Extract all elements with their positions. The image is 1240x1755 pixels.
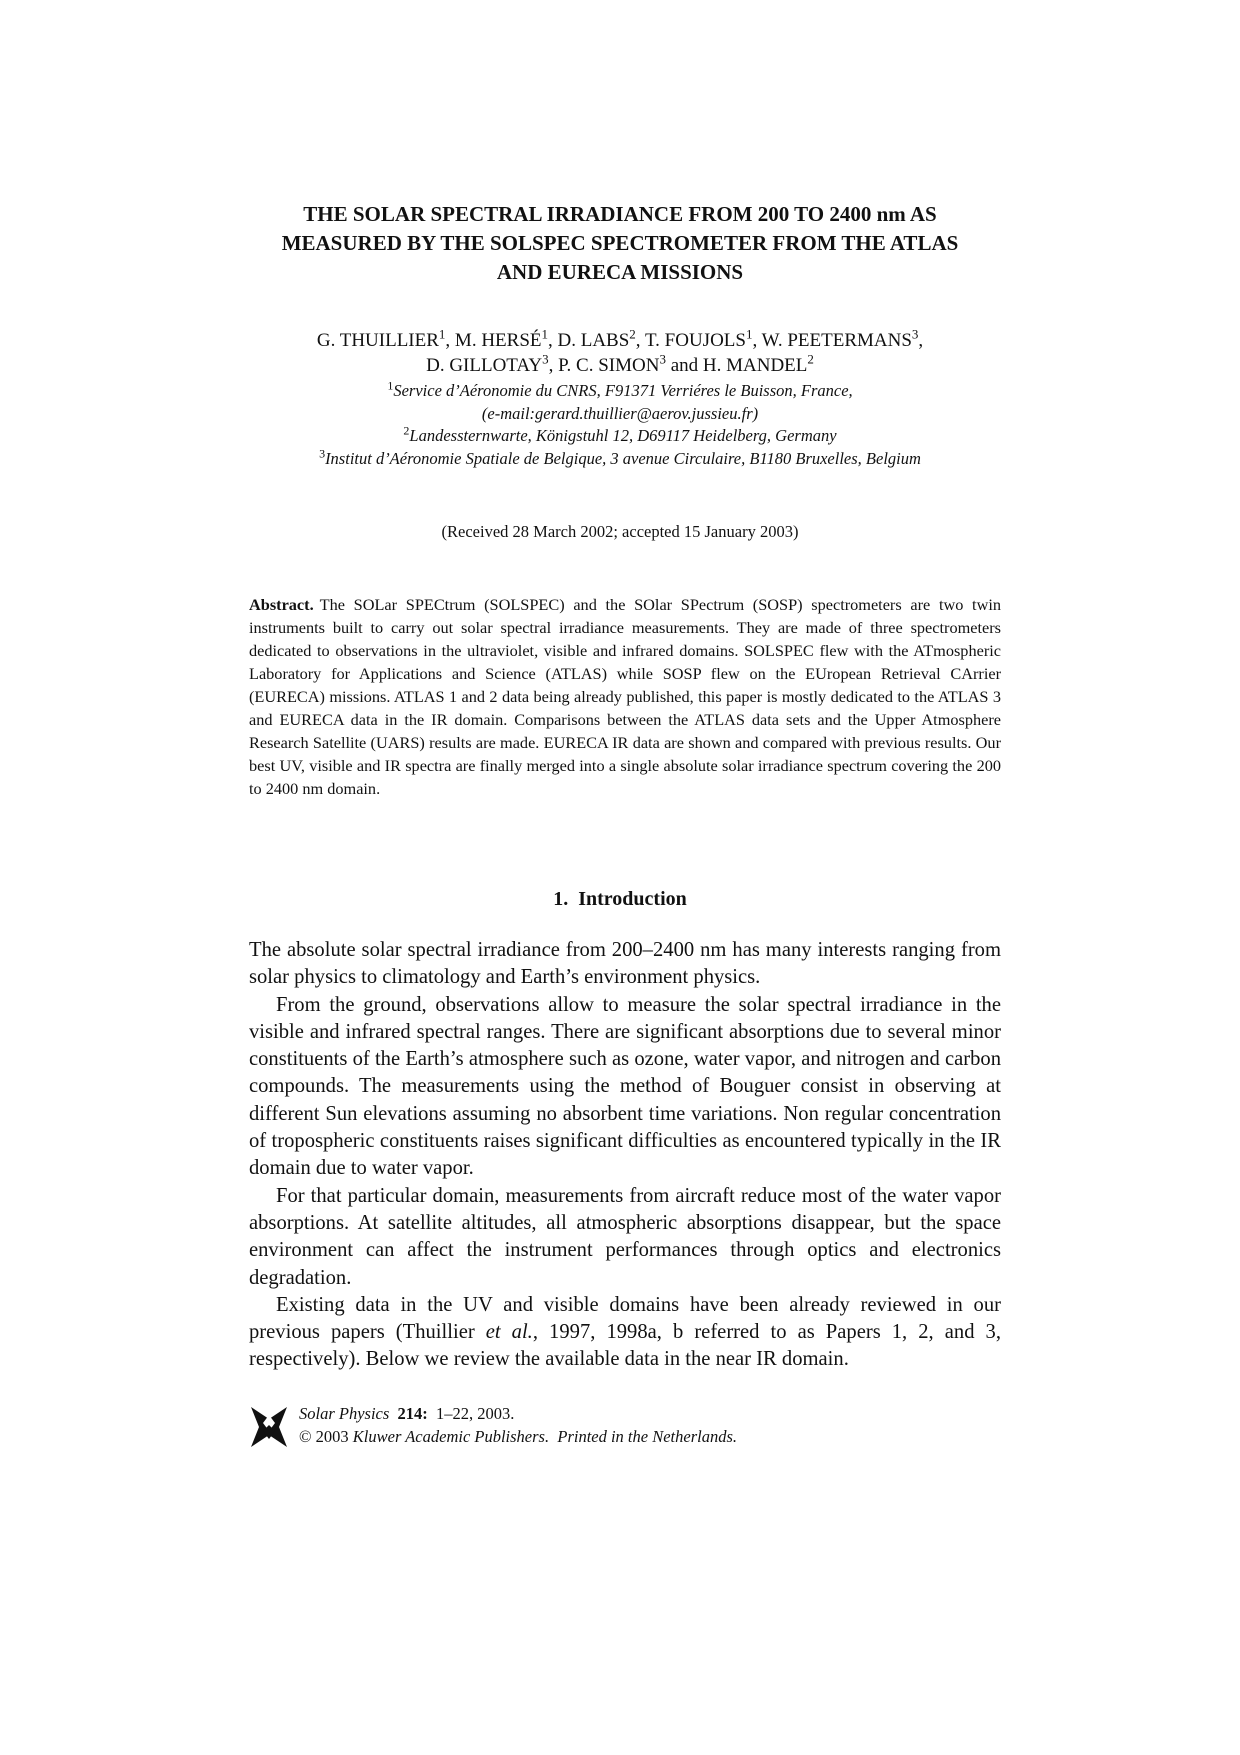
title-line-1: THE SOLAR SPECTRAL IRRADIANCE FROM 200 TO 2400 nm AS (303, 202, 937, 226)
author-name: H. MANDEL (702, 355, 808, 376)
abstract-label: Abstract. (249, 595, 314, 614)
section-heading (230, 888, 1010, 911)
author-separator: , (635, 330, 645, 351)
kluwer-logo-icon (249, 1405, 289, 1449)
author-name: P. C. SIMON (558, 355, 660, 376)
author-name: T. FOUJOLS (644, 330, 746, 351)
paper-title (230, 200, 1010, 287)
title-line-3: AND EURECA MISSIONS (496, 260, 744, 284)
affiliation-text: Service d’Aéronomie du CNRS, F91371 Verriéres le Buisson, France, (393, 381, 853, 400)
printed-location: Printed in the Netherlands. (557, 1427, 738, 1446)
affiliation-3 (200, 448, 1040, 471)
affiliation-email (200, 403, 1040, 426)
citation-line (299, 1402, 737, 1425)
received-dates: (Received 28 March 2002; accepted 15 January 2003) (441, 522, 799, 541)
author-name: M. HERSÉ (454, 330, 542, 351)
author-name: D. LABS (557, 330, 630, 351)
affiliation-text: (e-mail:gerard.thuillier@aerov.jussieu.fr) (481, 403, 759, 423)
abstract (249, 593, 1001, 800)
author-affil-mark: 1 (541, 326, 548, 342)
affiliation-text: Landessternwarte, Königstuhl 12, D69117 Heidelberg, Germany (409, 426, 837, 445)
author-separator: , (445, 330, 455, 351)
author-separator: , (918, 330, 924, 351)
paragraph-text: , 1997, 1998a, b referred to as Papers 1, 2, and 3, respectively). Below we review the available data in the near IR domain. (249, 1321, 1001, 1371)
affiliation-text: Institut d’Aéronomie Spatiale de Belgique, 3 avenue Circulaire, B1180 Bruxelles, Belgium (325, 448, 921, 468)
paragraph-text: Existing data in the UV and visible domains have been already reviewed in our previous papers (Thuillier (249, 1293, 1001, 1344)
journal-volume: 214: (397, 1404, 428, 1423)
author-affil-mark: 3 (911, 326, 919, 342)
copyright-year: © 2003 (299, 1427, 349, 1446)
author-affil-mark: 2 (807, 351, 814, 367)
footer-lines (299, 1402, 737, 1448)
author-affil-mark: 3 (542, 351, 549, 367)
title-line-2: MEASURED BY THE SOLSPEC SPECTROMETER FROM THE ATLAS (281, 231, 959, 255)
author-separator: , (548, 330, 558, 351)
body-text (249, 937, 1001, 1374)
author-affil-mark: 1 (438, 326, 446, 342)
author-name: D. GILLOTAY (426, 355, 543, 376)
paragraph: For that particular domain, measurements from aircraft reduce most of the water vapor absorptions. At satellite altitudes, all atmospheric absorptions disappear, but the space environment can affect the instrument performances through optics and electronics degradation. (249, 1184, 1001, 1289)
affiliation-mark: 2 (403, 423, 410, 438)
author-line-2 (230, 353, 1010, 378)
author-name: W. PEETERMANS (761, 330, 912, 351)
affiliation-2 (200, 425, 1040, 448)
section-title: Introduction (578, 888, 687, 910)
publisher-name: Kluwer Academic Publishers. (352, 1427, 550, 1446)
author-separator: , (752, 330, 762, 351)
author-affil-mark: 2 (629, 326, 636, 342)
paragraph-emphasis: et al. (485, 1321, 533, 1344)
author-affil-mark: 1 (745, 326, 753, 342)
affiliation-1 (200, 380, 1040, 403)
affiliation-list (200, 380, 1040, 470)
abstract-text: The SOLar SPECtrum (SOLSPEC) and the SOlar SPectrum (SOSP) spectrometers are two twin instruments built to carry out solar spectral irradiance measurements. They are made of three spectrometers dedicated to observations in the ultraviolet, visible and infrared domains. SOLSPEC flew with the ATmospheric Laboratory for Applications and Science (ATLAS) while SOSP flew on the EUropean Retrieval CArrier (EURECA) missions. ATLAS 1 and 2 data being already published, this paper is mostly dedicated to the ATLAS 3 and EURECA data in the IR domain. Comparisons between the ATLAS data sets and the Upper Atmosphere Research Satellite (UARS) results are made. EURECA IR data are shown and compared with previous results. Our best UV, visible and IR spectra are finally merged into a single absolute solar irradiance spectrum covering the 200 to 2400 nm domain. (249, 595, 1001, 798)
author-separator: and (665, 355, 703, 376)
paragraph: From the ground, observations allow to measure the solar spectral irradiance in the visible and infrared spectral ranges. There are significant absorptions due to several minor constituents of the Earth’s atmosphere such as ozone, water vapor, and nitrogen and carbon compounds. The measurements using the method of Bouguer consist in observing at different Sun elevations assuming no absorbent time variations. Non regular concentration of tropospheric constituents raises significant difficulties as encountered typically in the IR domain due to water vapor. (249, 993, 1001, 1180)
author-separator: , (548, 355, 559, 376)
journal-name: Solar Physics (299, 1404, 390, 1423)
affiliation-mark: 1 (387, 378, 394, 393)
author-affil-mark: 3 (659, 351, 666, 367)
copyright-line (299, 1425, 737, 1448)
section-number: 1. (553, 888, 569, 910)
journal-footer (249, 1402, 1001, 1462)
paragraph: The absolute solar spectral irradiance from 200–2400 nm has many interests ranging from solar physics to climatology and Earth’s environment physics. (249, 939, 1001, 989)
paragraph (249, 1292, 1001, 1374)
journal-pages: 1–22, 2003. (436, 1404, 515, 1423)
author-list (230, 328, 1010, 378)
author-name: G. THUILLIER (316, 330, 439, 351)
affiliation-mark: 3 (319, 446, 326, 460)
author-line-1 (230, 328, 1010, 353)
